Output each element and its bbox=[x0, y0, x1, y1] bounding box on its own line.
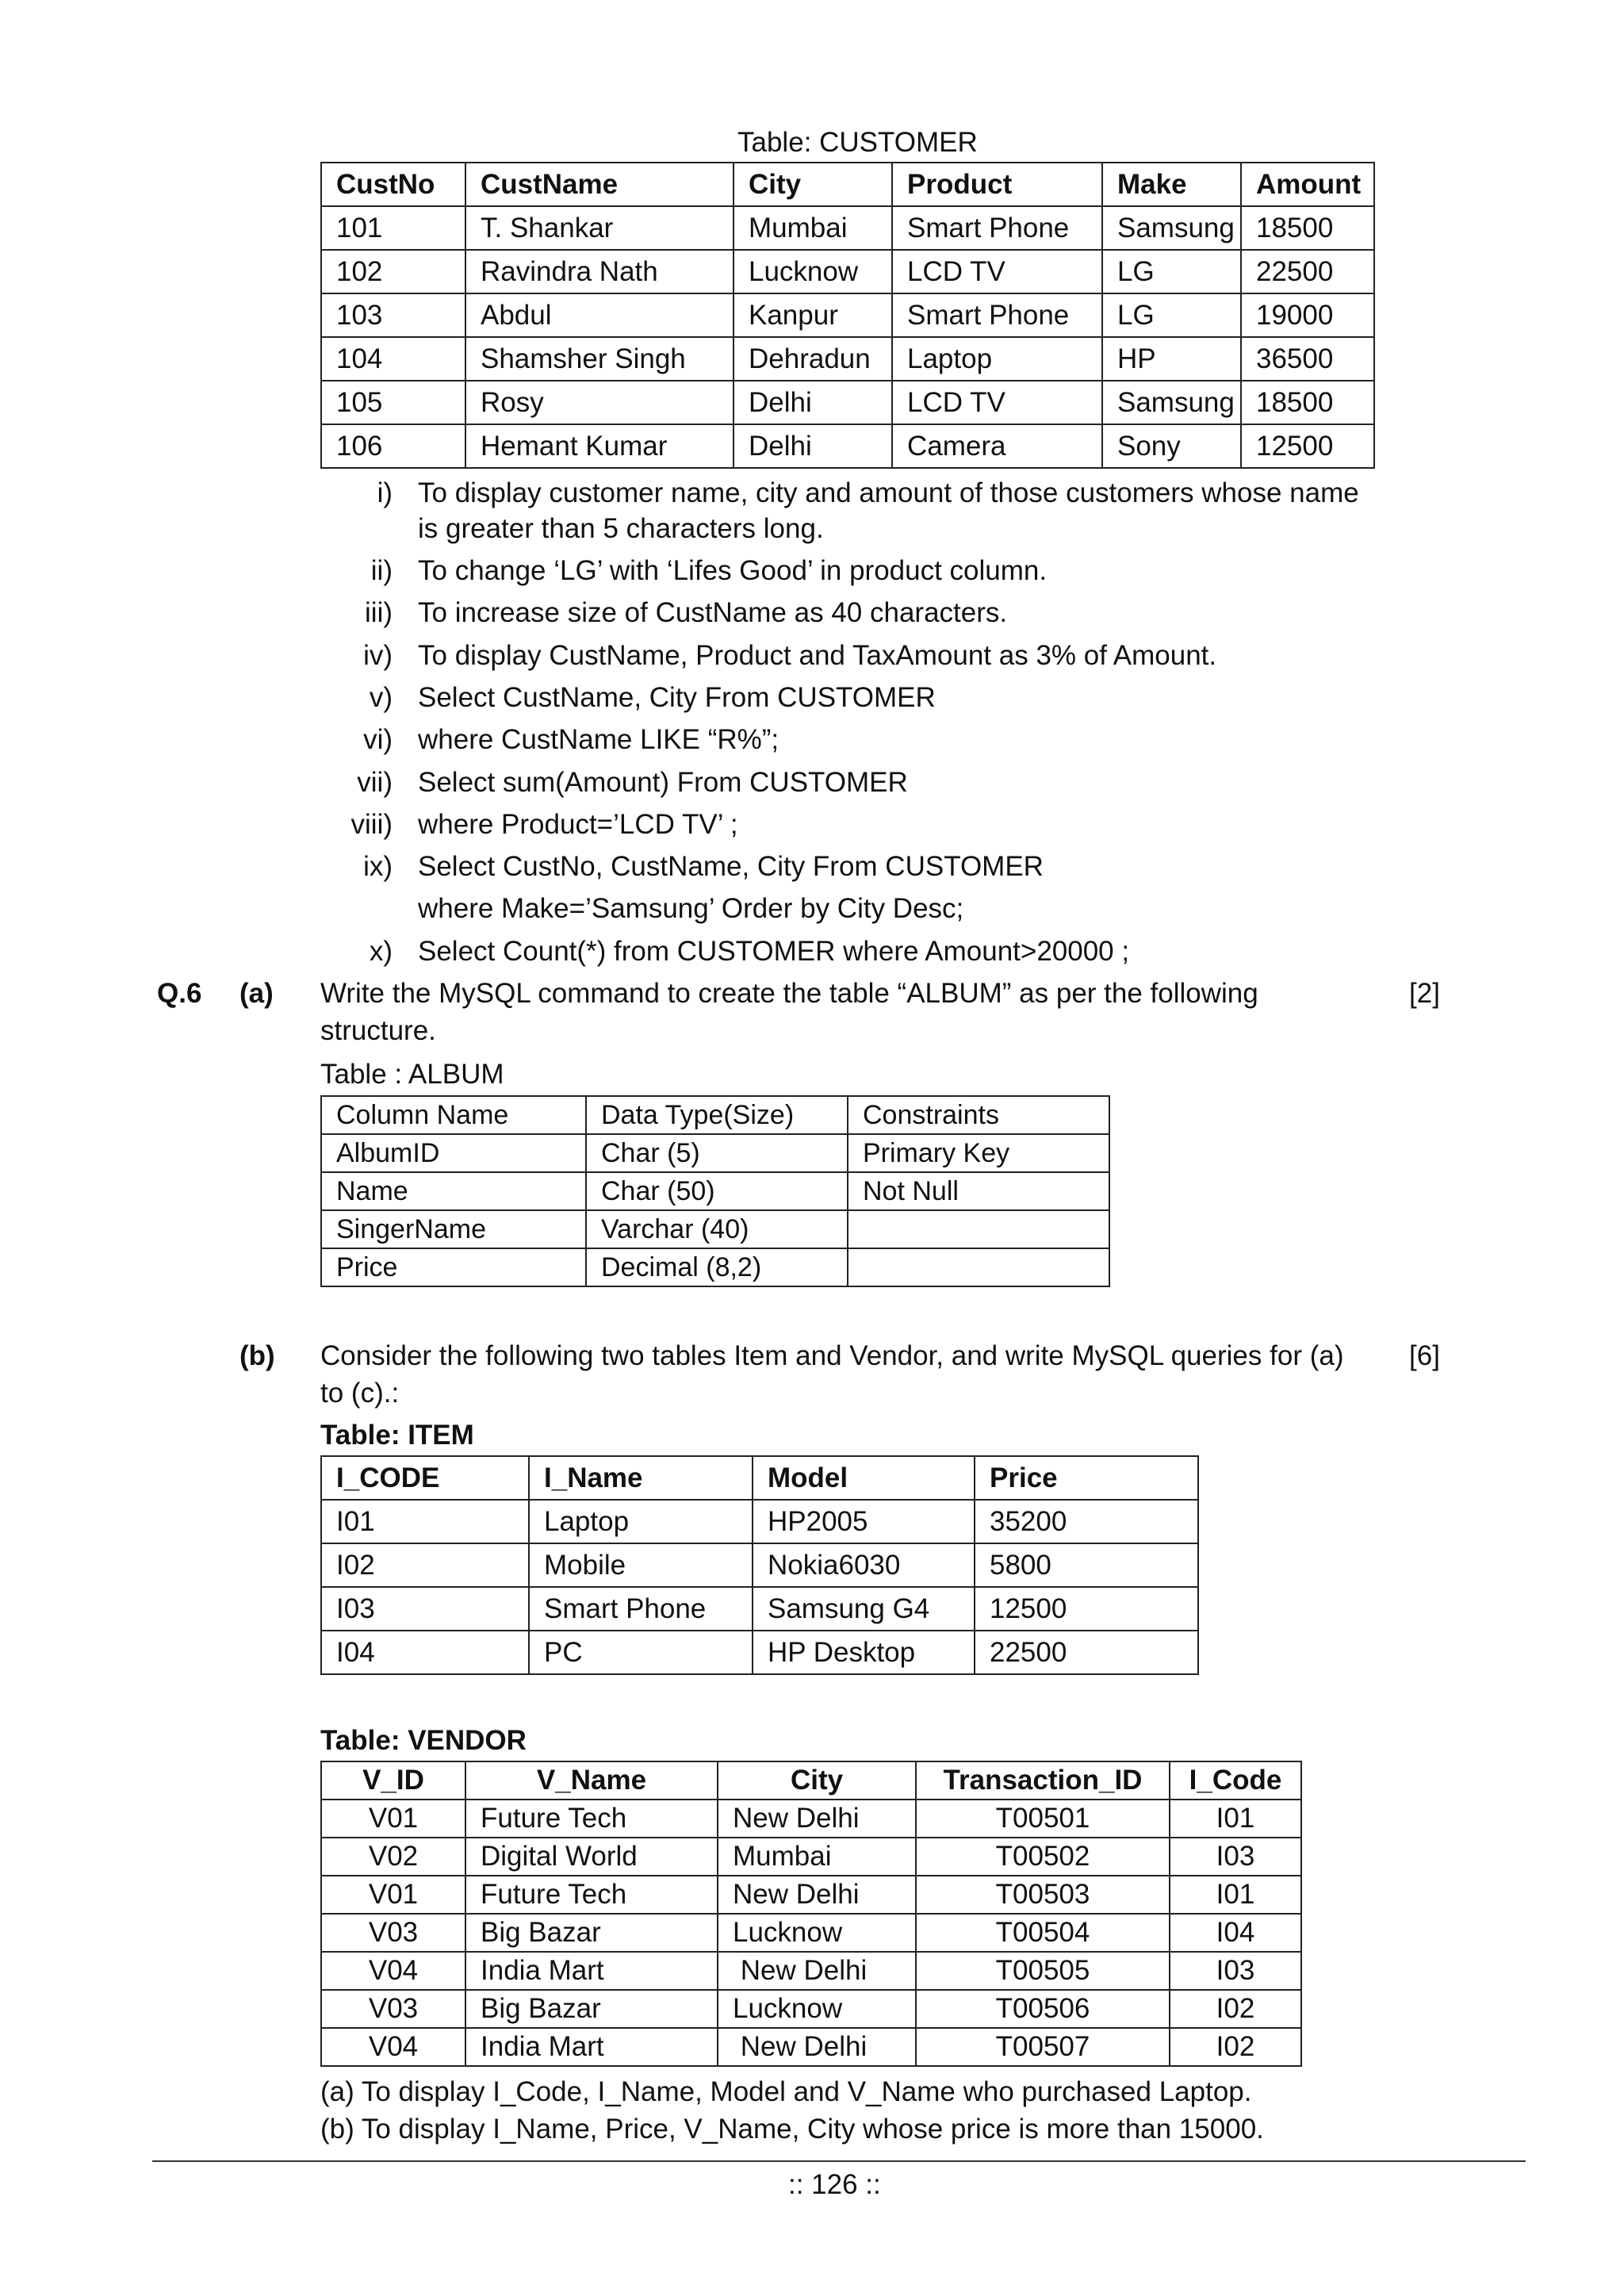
question-number: v) bbox=[369, 682, 393, 713]
table-row bbox=[321, 293, 1374, 337]
vendor-header-cell: City bbox=[718, 1761, 916, 1800]
subquestion-text: to (c).: bbox=[320, 1378, 400, 1409]
customer-header-cell: Amount bbox=[1241, 163, 1374, 206]
customer-header-cell: CustNo bbox=[321, 163, 465, 206]
vendor-table-caption: Table: VENDOR bbox=[320, 1725, 527, 1756]
question-text: where CustName LIKE “R%”; bbox=[418, 724, 779, 755]
vendor-table bbox=[320, 1761, 1302, 2067]
question-number: viii) bbox=[350, 809, 393, 840]
table-cell: I03 bbox=[321, 1587, 529, 1631]
item-header-cell: I_CODE bbox=[321, 1456, 529, 1500]
table-cell: T00506 bbox=[916, 1990, 1170, 2028]
table-row bbox=[321, 424, 1374, 468]
table-cell: LG bbox=[1102, 250, 1241, 293]
item-header-row bbox=[321, 1456, 1198, 1500]
table-cell: Lucknow bbox=[733, 250, 892, 293]
vendor-header-row bbox=[321, 1761, 1301, 1800]
question-number: ix) bbox=[363, 851, 393, 882]
table-row bbox=[321, 1096, 1109, 1134]
table-cell: HP bbox=[1102, 337, 1241, 381]
subquestion-text: structure. bbox=[320, 1015, 436, 1046]
table-cell: LCD TV bbox=[892, 250, 1102, 293]
table-cell: Hemant Kumar bbox=[465, 424, 733, 468]
table-cell: India Mart bbox=[465, 1952, 718, 1990]
table-cell: Smart Phone bbox=[892, 293, 1102, 337]
table-row bbox=[321, 206, 1374, 250]
table-cell: Not Null bbox=[848, 1172, 1109, 1210]
table-row bbox=[321, 1876, 1301, 1914]
question-text: To display CustName, Product and TaxAmount as 3% of Amount. bbox=[418, 640, 1217, 671]
table-cell: T00504 bbox=[916, 1914, 1170, 1952]
question-text: where Product=’LCD TV’ ; bbox=[418, 809, 738, 840]
table-row bbox=[321, 1134, 1109, 1172]
table-cell: Ravindra Nath bbox=[465, 250, 733, 293]
table-cell: Mumbai bbox=[733, 206, 892, 250]
album-table-caption: Table : ALBUM bbox=[320, 1059, 504, 1090]
table-cell: 35200 bbox=[975, 1500, 1198, 1543]
question-text: Select CustName, City From CUSTOMER bbox=[418, 682, 936, 713]
table-cell: Abdul bbox=[465, 293, 733, 337]
question-text: To increase size of CustName as 40 characters. bbox=[418, 597, 1008, 628]
customer-header-cell: Make bbox=[1102, 163, 1241, 206]
table-cell: T00502 bbox=[916, 1838, 1170, 1876]
question-number: vi) bbox=[363, 724, 393, 755]
table-cell: 102 bbox=[321, 250, 465, 293]
item-table bbox=[320, 1455, 1199, 1675]
table-cell: 22500 bbox=[1241, 250, 1374, 293]
table-cell: Samsung bbox=[1102, 381, 1241, 424]
table-cell: Char (5) bbox=[586, 1134, 848, 1172]
vendor-header-cell: V_ID bbox=[321, 1761, 465, 1800]
table-cell: Kanpur bbox=[733, 293, 892, 337]
table-cell: V04 bbox=[321, 2028, 465, 2066]
table-cell: 106 bbox=[321, 424, 465, 468]
table-cell: New Delhi bbox=[718, 1800, 916, 1838]
table-cell: 103 bbox=[321, 293, 465, 337]
footer-divider bbox=[152, 2160, 1526, 2162]
table-row bbox=[321, 1248, 1109, 1286]
table-cell: V03 bbox=[321, 1990, 465, 2028]
query-text: (b) To display I_Name, Price, V_Name, City whose price is more than 15000. bbox=[320, 2114, 1264, 2145]
table-row bbox=[321, 1838, 1301, 1876]
table-cell: Smart Phone bbox=[529, 1587, 753, 1631]
table-cell: 12500 bbox=[1241, 424, 1374, 468]
table-cell: T00501 bbox=[916, 1800, 1170, 1838]
table-cell: Delhi bbox=[733, 424, 892, 468]
table-row bbox=[321, 1587, 1198, 1631]
question-text: To change ‘LG’ with ‘Lifes Good’ in product column. bbox=[418, 555, 1048, 586]
table-cell: 105 bbox=[321, 381, 465, 424]
table-row bbox=[321, 1990, 1301, 2028]
table-row bbox=[321, 1500, 1198, 1543]
table-cell: Samsung bbox=[1102, 206, 1241, 250]
table-cell: T. Shankar bbox=[465, 206, 733, 250]
table-cell: Lucknow bbox=[718, 1990, 916, 2028]
table-cell: Decimal (8,2) bbox=[586, 1248, 848, 1286]
table-row bbox=[321, 381, 1374, 424]
item-header-cell: I_Name bbox=[529, 1456, 753, 1500]
table-cell: New Delhi bbox=[718, 1952, 916, 1990]
query-text: (a) To display I_Code, I_Name, Model and V_Name who purchased Laptop. bbox=[320, 2076, 1252, 2107]
question-number: ii) bbox=[370, 555, 393, 586]
table-cell: SingerName bbox=[321, 1210, 586, 1248]
question-text: Select CustNo, CustName, City From CUSTOMER bbox=[418, 851, 1044, 882]
marks-label: [2] bbox=[1409, 978, 1440, 1009]
table-row bbox=[321, 1631, 1198, 1674]
table-cell: T00507 bbox=[916, 2028, 1170, 2066]
question-number: vii) bbox=[357, 767, 393, 798]
item-header-cell: Model bbox=[753, 1456, 975, 1500]
table-row bbox=[321, 1210, 1109, 1248]
table-cell: 5800 bbox=[975, 1543, 1198, 1587]
table-row bbox=[321, 1543, 1198, 1587]
table-cell bbox=[848, 1248, 1109, 1286]
table-cell: Dehradun bbox=[733, 337, 892, 381]
table-cell: 19000 bbox=[1241, 293, 1374, 337]
question-text: is greater than 5 characters long. bbox=[418, 513, 824, 544]
table-cell: Name bbox=[321, 1172, 586, 1210]
table-cell: T00505 bbox=[916, 1952, 1170, 1990]
table-cell: Big Bazar bbox=[465, 1914, 718, 1952]
table-cell: I03 bbox=[1170, 1952, 1301, 1990]
table-cell: Delhi bbox=[733, 381, 892, 424]
table-cell: Future Tech bbox=[465, 1876, 718, 1914]
table-cell: V04 bbox=[321, 1952, 465, 1990]
marks-label: [6] bbox=[1409, 1340, 1440, 1371]
table-cell: I02 bbox=[1170, 2028, 1301, 2066]
table-cell: V03 bbox=[321, 1914, 465, 1952]
item-header-cell: Price bbox=[975, 1456, 1198, 1500]
subquestion-text: Write the MySQL command to create the table “ALBUM” as per the following bbox=[320, 978, 1258, 1009]
table-cell: Mumbai bbox=[718, 1838, 916, 1876]
table-cell: PC bbox=[529, 1631, 753, 1674]
table-cell: Mobile bbox=[529, 1543, 753, 1587]
question-text: Select Count(*) from CUSTOMER where Amount>20000 ; bbox=[418, 936, 1130, 967]
subquestion-label: (a) bbox=[239, 978, 274, 1009]
table-cell: Future Tech bbox=[465, 1800, 718, 1838]
table-cell: V01 bbox=[321, 1800, 465, 1838]
customer-table bbox=[320, 162, 1375, 469]
table-cell: Data Type(Size) bbox=[586, 1096, 848, 1134]
question-text: where Make=’Samsung’ Order by City Desc; bbox=[418, 893, 964, 924]
table-cell: I01 bbox=[321, 1500, 529, 1543]
question-number: x) bbox=[369, 936, 393, 967]
table-cell: India Mart bbox=[465, 2028, 718, 2066]
table-cell: AlbumID bbox=[321, 1134, 586, 1172]
item-table-caption: Table: ITEM bbox=[320, 1420, 474, 1451]
table-cell: 22500 bbox=[975, 1631, 1198, 1674]
table-cell: Laptop bbox=[529, 1500, 753, 1543]
customer-header-row bbox=[321, 163, 1374, 206]
question-text: To display customer name, city and amount of those customers whose name bbox=[418, 477, 1359, 508]
table-cell: Rosy bbox=[465, 381, 733, 424]
table-cell: 101 bbox=[321, 206, 465, 250]
table-cell: I03 bbox=[1170, 1838, 1301, 1876]
table-row bbox=[321, 2028, 1301, 2066]
table-row bbox=[321, 1914, 1301, 1952]
table-cell: 104 bbox=[321, 337, 465, 381]
question-number: i) bbox=[377, 477, 393, 508]
table-cell: Big Bazar bbox=[465, 1990, 718, 2028]
table-cell: I01 bbox=[1170, 1800, 1301, 1838]
table-row bbox=[321, 250, 1374, 293]
table-cell: I01 bbox=[1170, 1876, 1301, 1914]
table-cell: I02 bbox=[1170, 1990, 1301, 2028]
customer-header-cell: CustName bbox=[465, 163, 733, 206]
table-cell: V02 bbox=[321, 1838, 465, 1876]
table-cell: Column Name bbox=[321, 1096, 586, 1134]
question-label: Q.6 bbox=[157, 978, 202, 1009]
customer-header-cell: Product bbox=[892, 163, 1102, 206]
table-cell: Varchar (40) bbox=[586, 1210, 848, 1248]
table-row bbox=[321, 337, 1374, 381]
table-cell: 36500 bbox=[1241, 337, 1374, 381]
vendor-header-cell: I_Code bbox=[1170, 1761, 1301, 1800]
table-cell: Shamsher Singh bbox=[465, 337, 733, 381]
table-cell: HP2005 bbox=[753, 1500, 975, 1543]
table-cell: New Delhi bbox=[718, 2028, 916, 2066]
table-cell: LG bbox=[1102, 293, 1241, 337]
table-cell: Lucknow bbox=[718, 1914, 916, 1952]
table-cell: Camera bbox=[892, 424, 1102, 468]
customer-table-caption: Table: CUSTOMER bbox=[737, 127, 978, 158]
table-cell: HP Desktop bbox=[753, 1631, 975, 1674]
table-cell: Nokia6030 bbox=[753, 1543, 975, 1587]
table-cell: I02 bbox=[321, 1543, 529, 1587]
subquestion-label: (b) bbox=[239, 1340, 275, 1371]
table-cell: I04 bbox=[1170, 1914, 1301, 1952]
table-cell: Primary Key bbox=[848, 1134, 1109, 1172]
table-cell: Char (50) bbox=[586, 1172, 848, 1210]
question-number: iv) bbox=[363, 640, 393, 671]
table-cell: 18500 bbox=[1241, 206, 1374, 250]
table-cell: Price bbox=[321, 1248, 586, 1286]
customer-header-cell: City bbox=[733, 163, 892, 206]
table-row bbox=[321, 1172, 1109, 1210]
table-cell: LCD TV bbox=[892, 381, 1102, 424]
table-cell: Constraints bbox=[848, 1096, 1109, 1134]
table-cell: Digital World bbox=[465, 1838, 718, 1876]
table-cell: V01 bbox=[321, 1876, 465, 1914]
table-cell: Samsung G4 bbox=[753, 1587, 975, 1631]
table-cell: T00503 bbox=[916, 1876, 1170, 1914]
question-text: Select sum(Amount) From CUSTOMER bbox=[418, 767, 908, 798]
vendor-header-cell: V_Name bbox=[465, 1761, 718, 1800]
subquestion-text: Consider the following two tables Item and Vendor, and write MySQL queries for (a) bbox=[320, 1340, 1344, 1371]
table-cell: Smart Phone bbox=[892, 206, 1102, 250]
album-table bbox=[320, 1095, 1110, 1287]
page-number: :: 126 :: bbox=[788, 2169, 881, 2200]
table-cell: I04 bbox=[321, 1631, 529, 1674]
table-cell: Laptop bbox=[892, 337, 1102, 381]
table-row bbox=[321, 1952, 1301, 1990]
question-number: iii) bbox=[365, 597, 393, 628]
table-cell: 18500 bbox=[1241, 381, 1374, 424]
table-cell: Sony bbox=[1102, 424, 1241, 468]
table-cell: New Delhi bbox=[718, 1876, 916, 1914]
vendor-header-cell: Transaction_ID bbox=[916, 1761, 1170, 1800]
table-cell bbox=[848, 1210, 1109, 1248]
table-row bbox=[321, 1800, 1301, 1838]
table-cell: 12500 bbox=[975, 1587, 1198, 1631]
